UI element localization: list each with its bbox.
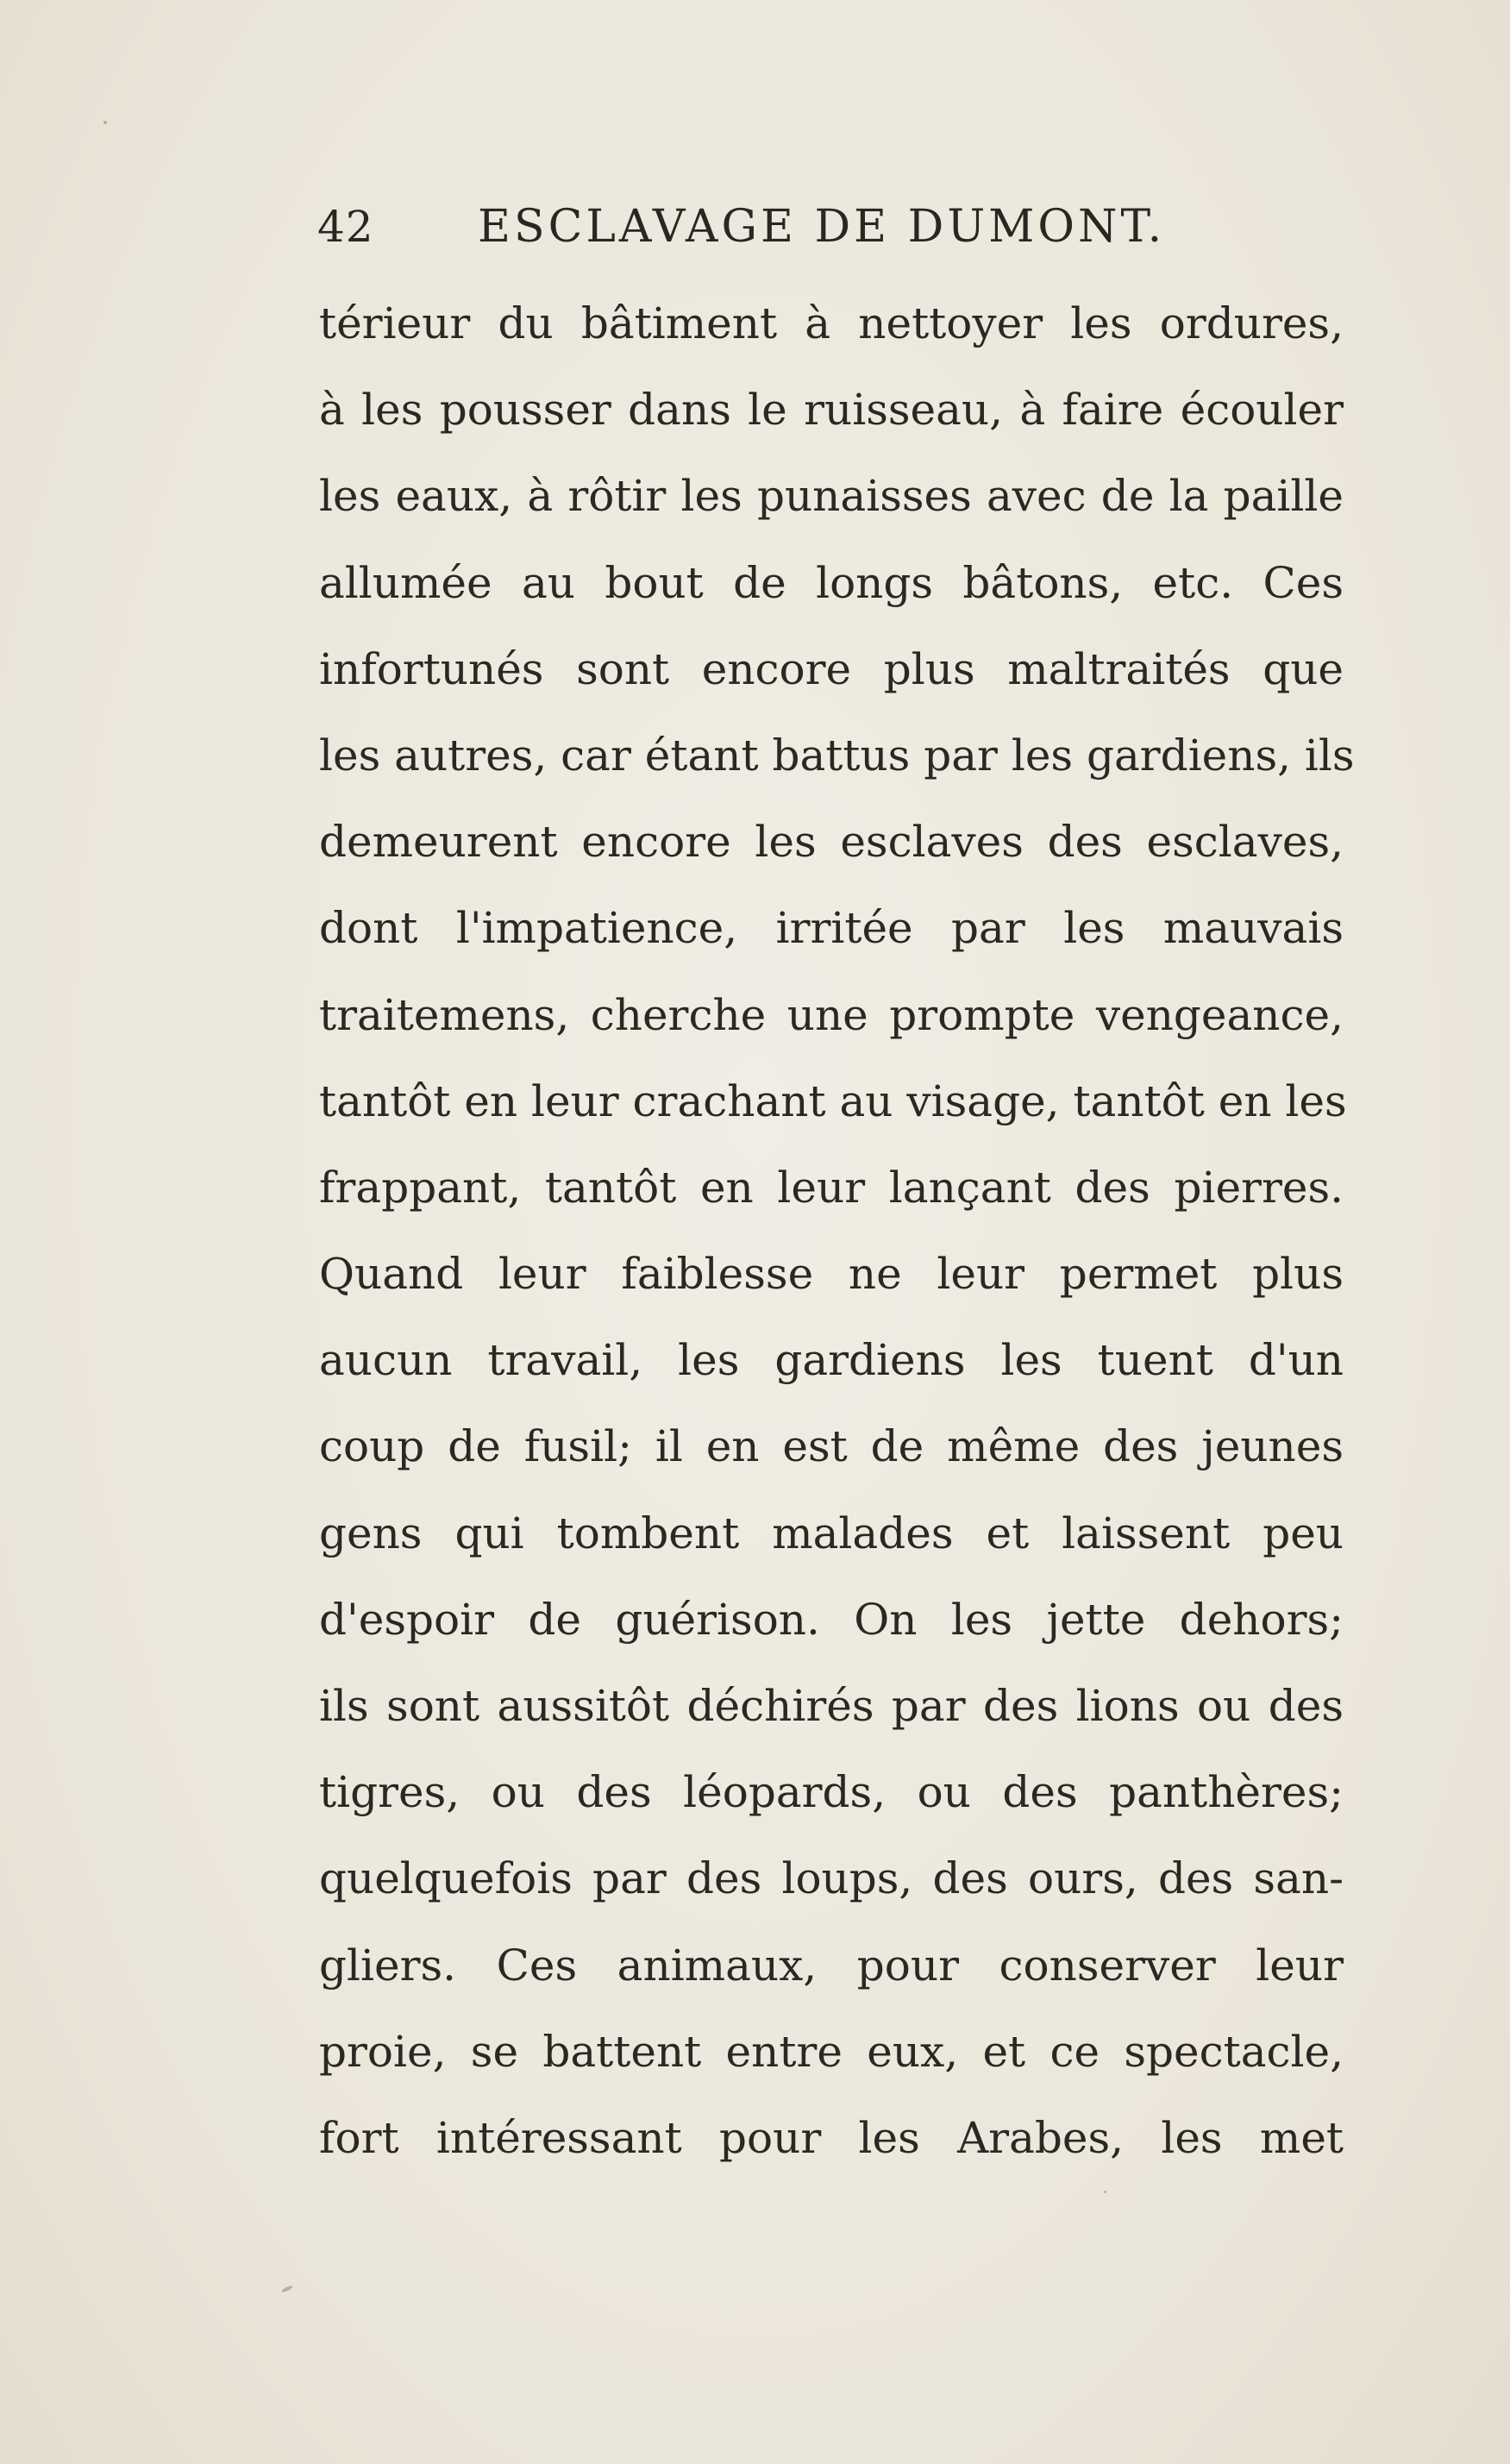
text-line: proie, se battent entre eux, et ce spectacle, [319,2026,1344,2077]
body-text [319,293,1355,2194]
text-line: térieur du bâtiment à nettoyer les ordures, [319,298,1344,348]
text-line: demeurent encore les esclaves des esclaves, [319,817,1344,868]
text-line: frappant, tantôt en leur lançant des pierres. [319,1162,1344,1213]
text-line: ils sont aussitôt déchirés par des lions ou des [319,1681,1344,1731]
text-line: les eaux, à rôtir les punaisses avec de la paille [319,471,1344,522]
paper-speck [103,121,107,124]
text-line: infortunés sont encore plus maltraités que [319,643,1344,694]
text-line: coup de fusil; il en est de même des jeunes [319,1421,1344,1472]
text-line: fort intéressant pour les Arabes, les met [319,2112,1344,2163]
text-line: aucun travail, les gardiens les tuent d'un [319,1335,1344,1386]
page-header [317,197,1180,257]
text-line: gens qui tombent malades et laissent peu [319,1508,1344,1558]
text-line: traitemens, cherche une prompte vengeance, [319,989,1344,1040]
text-line: dont l'impatience, irritée par les mauvais [319,903,1344,954]
text-line: tantôt en leur crachant au visage, tantôt en les [319,1075,1347,1126]
text-line: d'espoir de guérison. On les jette dehors; [319,1594,1344,1645]
text-line: quelquefois par des loups, des ours, des san- [319,1853,1344,1904]
running-title: ESCLAVAGE DE DUMONT. [478,201,1166,253]
text-line: Quand leur faiblesse ne leur permet plus [319,1249,1344,1300]
paper-speck [1104,2191,1106,2193]
page-number: 42 [317,202,374,252]
text-line: les autres, car étant battus par les gardiens, ils [319,730,1355,781]
text-line: à les pousser dans le ruisseau, à faire écouler [319,385,1344,436]
text-line: allumée au bout de longs bâtons, etc. Ces [319,557,1344,608]
text-line: tigres, ou des léopards, ou des panthères; [319,1767,1344,1818]
text-line: gliers. Ces animaux, pour conserver leur [319,1940,1344,1991]
paper-speck [281,2285,293,2293]
